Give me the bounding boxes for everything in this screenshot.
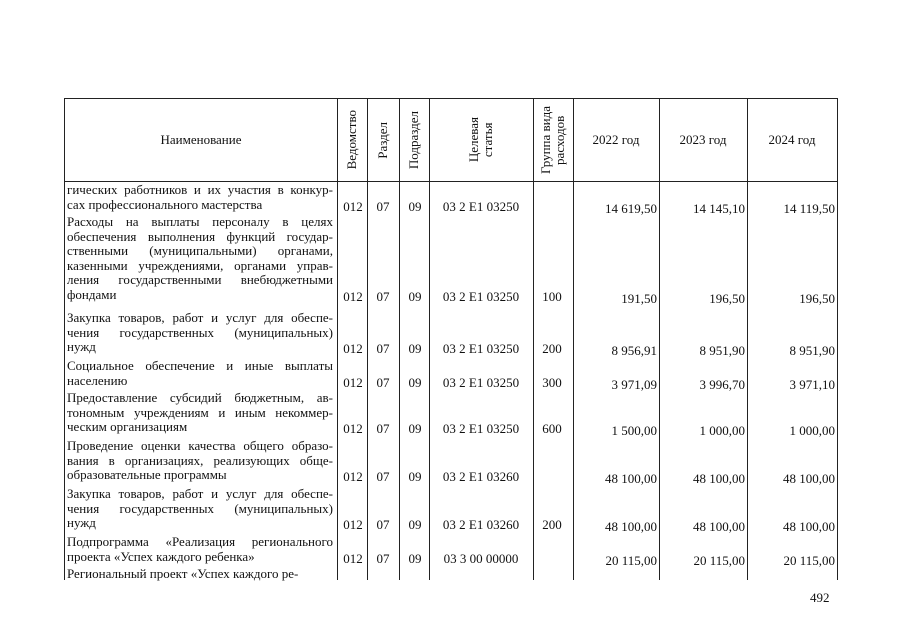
- row-cell-pod: 09: [408, 550, 422, 566]
- row-cell-y2024: 20 115,00: [783, 552, 835, 568]
- header-2022-label: 2022 год: [592, 132, 640, 147]
- row-cell-y2023: 48 100,00: [693, 471, 745, 487]
- row-cell-pod: 09: [408, 341, 422, 357]
- header-2023: [659, 99, 747, 181]
- row-cell-raz: 07: [376, 421, 390, 437]
- row-name-line: проекта «Успех каждого ребенка»: [67, 548, 255, 564]
- budget-table: [64, 98, 838, 580]
- row-name-line: населению: [67, 372, 128, 388]
- header-2022: [573, 99, 659, 181]
- row-cell-ved: 012: [343, 421, 363, 437]
- row-cell-pod: 09: [408, 374, 422, 390]
- row-name: [67, 359, 333, 388]
- row-name-line: чения государственных (муниципальных): [67, 500, 333, 516]
- row-name-line: Региональный проект «Успех каждого ре-: [67, 566, 299, 581]
- row-name-line: ческим организациям: [67, 419, 188, 435]
- row-cell-ved: 012: [343, 517, 363, 533]
- row-name: [67, 215, 333, 303]
- row-name: [67, 487, 333, 531]
- row-cell-y2022: 1 500,00: [611, 423, 657, 439]
- row-cell-y2022: 20 115,00: [605, 552, 657, 568]
- row-cell-grp: 200: [542, 517, 562, 533]
- row-cell-y2023: 8 951,90: [699, 343, 745, 359]
- row-cell-raz: 07: [376, 289, 390, 304]
- row-cell-y2024: 1 000,00: [789, 423, 835, 439]
- header-gruppa-vida: [533, 99, 573, 181]
- row-cell-y2022: 8 956,91: [611, 343, 657, 359]
- row-cell-ved: 012: [343, 374, 363, 390]
- row-cell-ved: 012: [343, 469, 363, 485]
- row-cell-pod: 09: [408, 198, 422, 214]
- row-cell-raz: 07: [376, 198, 390, 214]
- row-name-line: тономным учреждениям и иным некоммер-: [67, 404, 333, 420]
- row-name-line: Подпрограмма «Реализация регионального: [67, 534, 333, 549]
- row-cell-y2024: 14 119,50: [783, 200, 835, 216]
- row-cell-cel: 03 2 E1 03250: [442, 421, 520, 437]
- header-gruppa-vida-label: Группа вида расходов: [538, 106, 567, 174]
- row-cell-cel: 03 2 E1 03250: [442, 198, 520, 214]
- row-name-line: вания в организациях, реализующих обще-: [67, 452, 333, 468]
- row-name: [67, 311, 333, 355]
- row-cell-grp: 300: [542, 374, 562, 390]
- row-cell-y2022: 3 971,09: [611, 376, 657, 392]
- row-name-line: Закупка товаров, работ и услуг для обеспе-: [67, 486, 333, 501]
- row-name-line: Социальное обеспечение и иные выплаты: [67, 358, 333, 373]
- row-name-line: Проведение оценки качества общего образо-: [67, 438, 333, 453]
- row-cell-grp: 600: [542, 421, 562, 437]
- header-celevaya-statya-label: Целевая статья: [466, 117, 495, 163]
- row-cell-y2022: 191,50: [621, 291, 657, 306]
- row-cell-ved: 012: [343, 550, 363, 566]
- header-razdel: [367, 99, 399, 181]
- row-cell-y2023: 48 100,00: [693, 519, 745, 535]
- row-cell-raz: 07: [376, 550, 390, 566]
- row-name-line: казенными учреждениями, органами управ-: [67, 257, 333, 273]
- row-name-line: образовательные программы: [67, 467, 227, 483]
- row-name-line: нужд: [67, 339, 96, 355]
- row-cell-ved: 012: [343, 198, 363, 214]
- row-cell-pod: 09: [408, 469, 422, 485]
- row-cell-y2023: 14 145,10: [693, 200, 745, 216]
- header-razdel-label: Раздел: [375, 121, 390, 159]
- row-cell-pod: 09: [408, 517, 422, 533]
- row-cell-grp: 200: [542, 341, 562, 357]
- row-cell-y2023: 20 115,00: [693, 552, 745, 568]
- row-cell-y2023: 196,50: [709, 291, 745, 306]
- row-cell-ved: 012: [343, 289, 363, 304]
- row-cell-cel: 03 2 E1 03260: [442, 517, 520, 533]
- header-name-label: Наименование: [160, 132, 242, 147]
- row-name-line: ления государственными внебюджетными: [67, 272, 333, 288]
- page-number: 492: [810, 590, 830, 605]
- row-name-line: Закупка товаров, работ и услуг для обеспе-: [67, 310, 333, 325]
- row-cell-raz: 07: [376, 374, 390, 390]
- header-name: [65, 99, 337, 181]
- row-cell-cel: 03 2 E1 03260: [442, 469, 520, 485]
- header-vedomstvo: [337, 99, 367, 181]
- row-cell-y2024: 196,50: [799, 291, 835, 306]
- row-cell-cel: 03 3 00 00000: [443, 550, 519, 566]
- row-name-line: фондами: [67, 286, 117, 302]
- row-cell-y2022: 48 100,00: [605, 519, 657, 535]
- row-name-line: чения государственных (муниципальных): [67, 324, 333, 340]
- row-name: [67, 391, 333, 435]
- row-cell-ved: 012: [343, 341, 363, 357]
- row-name-line: Расходы на выплаты персоналу в целях: [67, 214, 333, 229]
- header-2023-label: 2023 год: [679, 132, 727, 147]
- row-cell-y2024: 3 971,10: [789, 376, 835, 392]
- row-name: [67, 567, 333, 582]
- row-cell-grp: 100: [542, 289, 562, 304]
- header-celevaya-statya: [429, 99, 533, 181]
- row-cell-raz: 07: [376, 517, 390, 533]
- row-cell-y2024: 48 100,00: [783, 519, 835, 535]
- row-cell-y2022: 48 100,00: [605, 471, 657, 487]
- row-cell-cel: 03 2 E1 03250: [442, 289, 520, 304]
- header-2024: [747, 99, 837, 181]
- row-name-line: Предоставление субсидий бюджетным, ав-: [67, 390, 333, 405]
- row-name-line: нужд: [67, 515, 96, 531]
- row-cell-y2022: 14 619,50: [605, 200, 657, 216]
- row-name-line: гических работников и их участия в конкур-: [67, 182, 333, 197]
- header-podrazdel-label: Подраздел: [406, 110, 421, 170]
- row-cell-raz: 07: [376, 341, 390, 357]
- row-name-line: обеспечения выполнения функций государ-: [67, 228, 333, 244]
- row-name-line: сах профессионального мастерства: [67, 196, 263, 212]
- row-name: [67, 439, 333, 483]
- header-2024-label: 2024 год: [768, 132, 816, 147]
- row-cell-y2023: 3 996,70: [699, 376, 745, 392]
- row-cell-cel: 03 2 E1 03250: [442, 374, 520, 390]
- row-name: [67, 535, 333, 564]
- row-cell-y2023: 1 000,00: [699, 423, 745, 439]
- row-cell-raz: 07: [376, 469, 390, 485]
- row-name: [67, 183, 333, 212]
- row-cell-y2024: 48 100,00: [783, 471, 835, 487]
- row-name-line: ственными (муниципальными) органами,: [67, 243, 333, 259]
- row-cell-cel: 03 2 E1 03250: [442, 341, 520, 357]
- header-vedomstvo-label: Ведомство: [344, 110, 359, 170]
- row-cell-y2024: 8 951,90: [789, 343, 835, 359]
- row-cell-pod: 09: [408, 421, 422, 437]
- row-cell-pod: 09: [408, 289, 422, 304]
- header-podrazdel: [399, 99, 429, 181]
